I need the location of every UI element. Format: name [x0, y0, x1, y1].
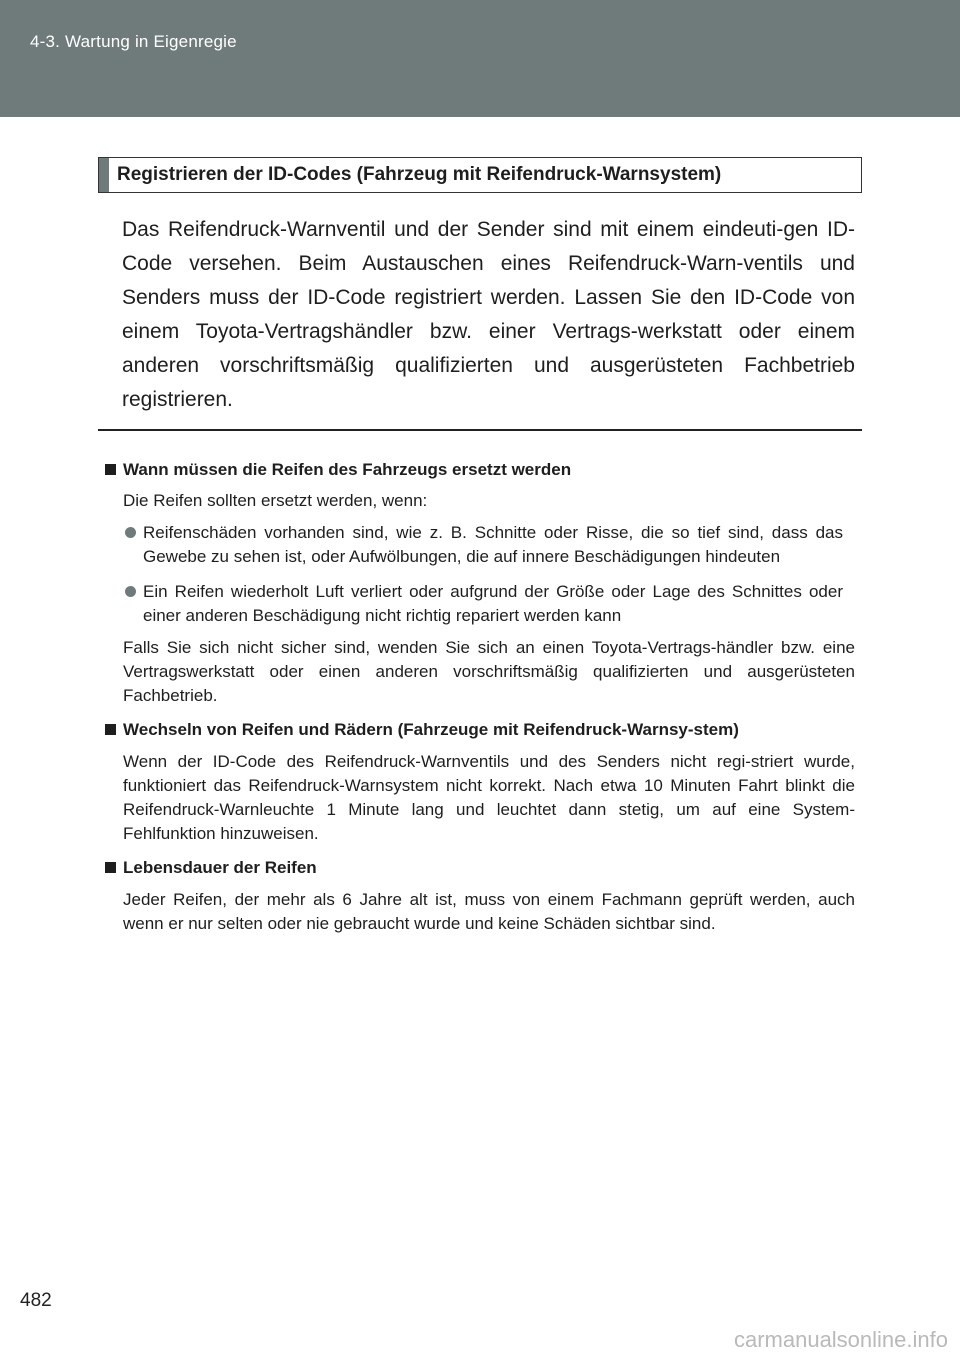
note-heading: [105, 458, 855, 482]
square-bullet-icon: [105, 464, 116, 475]
section-title-box: [98, 157, 862, 193]
section-title: Registrieren der ID-Codes (Fahrzeug mit Reifendruck-Warnsystem): [117, 164, 722, 185]
note-lead: Die Reifen sollten ersetzt werden, wenn:: [123, 491, 428, 510]
note-heading: [105, 718, 855, 742]
round-bullet-icon: [125, 586, 136, 597]
intro-paragraph: Das Reifendruck-Warnventil und der Sender sind mit einem eindeuti-gen ID-Code versehen. Beim Austauschen eines Reifendruck-Warn-ventils und Senders muss der ID-Code registriert werden. Lassen Sie den ID-Code von einem Toyota-Vertragshändler bzw. einer Vertrags-werkstatt oder einem anderen vorschriftsmäßig qualifizierten und ausgerüsteten Fachbetrieb registrieren.: [122, 218, 855, 411]
section-label: 4-3. Wartung in Eigenregie: [30, 32, 237, 51]
notes-section: [105, 458, 855, 936]
note-heading-text: Wann müssen die Reifen des Fahrzeugs ersetzt werden: [123, 460, 572, 479]
list-item-text: Ein Reifen wiederholt Luft verliert oder aufgrund der Größe oder Lage des Schnittes oder einer anderen Beschädigung nicht richtig repariert werden kann: [143, 582, 843, 625]
round-bullet-icon: [125, 527, 136, 538]
section-title-accent-bar: [99, 158, 109, 192]
list-item: [125, 521, 843, 569]
note-text: Wenn der ID-Code des Reifendruck-Warnventils und des Senders nicht regi-striert wurde, funktioniert das Reifendruck-Warnsystem nicht korrekt. Nach etwa 10 Minuten Fahrt blinkt die Reifendruck-Warnleuchte 1 Minute lang und leuchtet dann stetig, um auf eine System-Fehlfunktion hinzuweisen.: [123, 752, 855, 843]
square-bullet-icon: [105, 862, 116, 873]
note-heading-text: Wechseln von Reifen und Rädern (Fahrzeuge mit Reifendruck-Warnsy-stem): [123, 720, 739, 739]
divider: [98, 429, 862, 431]
note-heading: [105, 856, 855, 880]
note-heading-text: Lebensdauer der Reifen: [123, 858, 317, 877]
square-bullet-icon: [105, 724, 116, 735]
list-item-text: Reifenschäden vorhanden sind, wie z. B. Schnitte oder Risse, die so tief sind, dass das Gewebe zu sehen ist, oder Aufwölbungen, die auf innere Beschädigungen hindeuten: [143, 523, 843, 566]
page-number: 482: [20, 1290, 52, 1311]
list-item: [125, 580, 843, 628]
note-tail: Falls Sie sich nicht sicher sind, wenden Sie sich an einen Toyota-Vertrags-händler bzw. eine Vertragswerkstatt oder einen anderen vorschriftsmäßig qualifizierten und ausgerüsteten Fachbetrieb.: [123, 638, 855, 705]
header-band: [0, 0, 960, 117]
watermark: carmanualsonline.info: [733, 1327, 948, 1352]
note-text: Jeder Reifen, der mehr als 6 Jahre alt ist, muss von einem Fachmann geprüft werden, auch wenn er nur selten oder nie gebraucht wurde und keine Schäden sichtbar sind.: [123, 890, 855, 933]
